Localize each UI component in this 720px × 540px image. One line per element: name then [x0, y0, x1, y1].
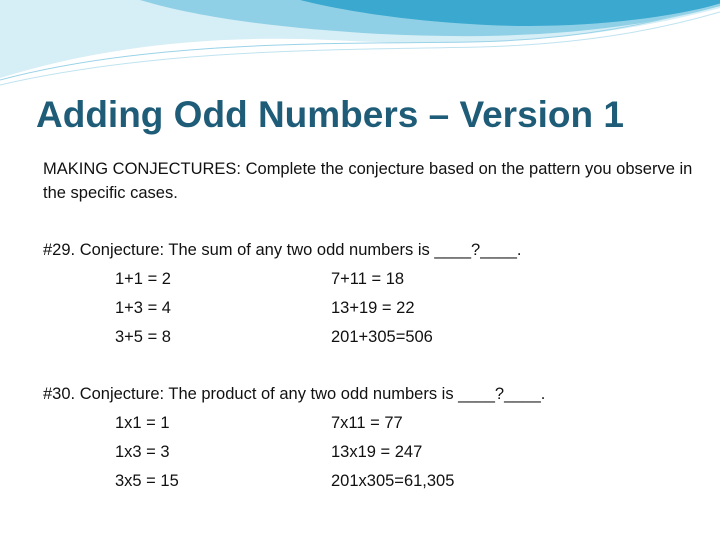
example-29-a1: 1+1 = 2: [115, 270, 171, 288]
example-30-b3: 201x305=61,305: [331, 472, 455, 490]
slide-title: Adding Odd Numbers – Version 1: [36, 94, 624, 135]
example-30-a1: 1x1 = 1: [115, 414, 170, 432]
example-30-a2: 1x3 = 3: [115, 443, 170, 461]
problem-30-prompt: #30. Conjecture: The product of any two odd numbers is ____?____.: [43, 385, 546, 403]
problem-29-prompt: #29. Conjecture: The sum of any two odd numbers is ____?____.: [43, 241, 522, 259]
example-29-b2: 13+19 = 22: [331, 299, 415, 317]
instructions-text: MAKING CONJECTURES: Complete the conjecture based on the pattern you observe in the specific cases.: [43, 160, 693, 202]
example-29-a2: 1+3 = 4: [115, 299, 171, 317]
example-30-b2: 13x19 = 247: [331, 443, 423, 461]
example-30-a3: 3x5 = 15: [115, 472, 179, 490]
example-29-a3: 3+5 = 8: [115, 328, 171, 346]
example-29-b3: 201+305=506: [331, 328, 433, 346]
header-wave-decoration: [0, 0, 720, 90]
example-29-b1: 7+11 = 18: [331, 270, 405, 288]
example-30-b1: 7x11 = 77: [331, 414, 403, 432]
